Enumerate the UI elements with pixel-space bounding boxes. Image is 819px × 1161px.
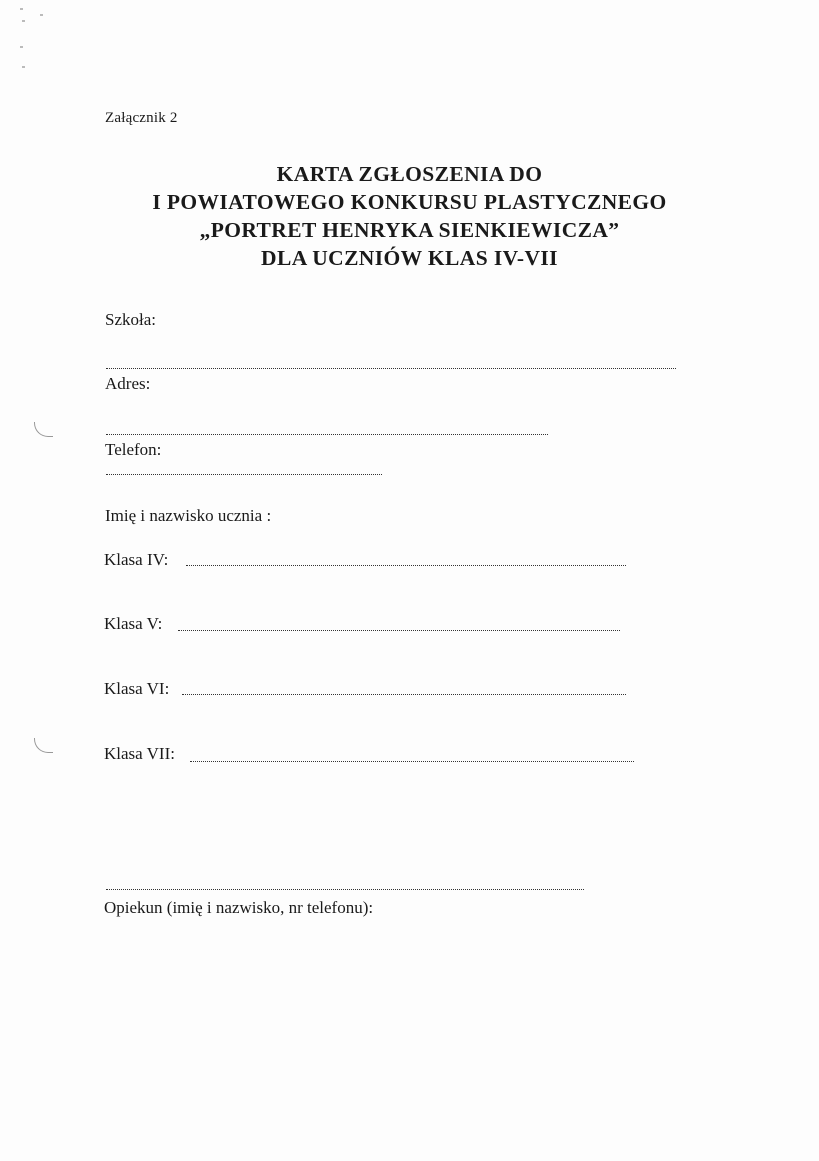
punch-hole-mark [34, 422, 53, 437]
punch-hole-mark [34, 738, 53, 753]
class-6-label: Klasa VI: [104, 679, 170, 698]
scan-speck [20, 8, 23, 10]
class-4-field[interactable] [186, 565, 626, 566]
form-title [0, 160, 819, 272]
scan-speck [22, 20, 25, 22]
scan-speck [40, 14, 43, 16]
guardian-field[interactable] [106, 889, 584, 890]
title-line-3: „PORTRET HENRYKA SIENKIEWICZA” [199, 218, 620, 242]
title-line-2: I POWIATOWEGO KONKURSU PLASTYCZNEGO [152, 190, 667, 214]
phone-label: Telefon: [105, 440, 162, 459]
class-7-label: Klasa VII: [104, 744, 175, 763]
scan-speck [22, 66, 25, 68]
school-field[interactable] [106, 368, 676, 369]
annex-label: Załącznik 2 [105, 110, 178, 126]
school-label: Szkoła: [105, 310, 156, 329]
student-name-label: Imię i nazwisko ucznia : [105, 506, 272, 525]
class-4-label: Klasa IV: [104, 550, 169, 569]
class-6-field[interactable] [182, 694, 626, 695]
scan-speck [20, 46, 23, 48]
class-7-field[interactable] [190, 761, 634, 762]
address-label: Adres: [105, 374, 151, 393]
title-line-4: DLA UCZNIÓW KLAS IV-VII [261, 246, 558, 270]
phone-field[interactable] [106, 474, 382, 475]
address-field[interactable] [106, 434, 548, 435]
class-5-field[interactable] [178, 630, 620, 631]
class-5-label: Klasa V: [104, 614, 163, 633]
guardian-label: Opiekun (imię i nazwisko, nr telefonu): [104, 898, 374, 917]
title-line-1: KARTA ZGŁOSZENIA DO [276, 162, 543, 186]
